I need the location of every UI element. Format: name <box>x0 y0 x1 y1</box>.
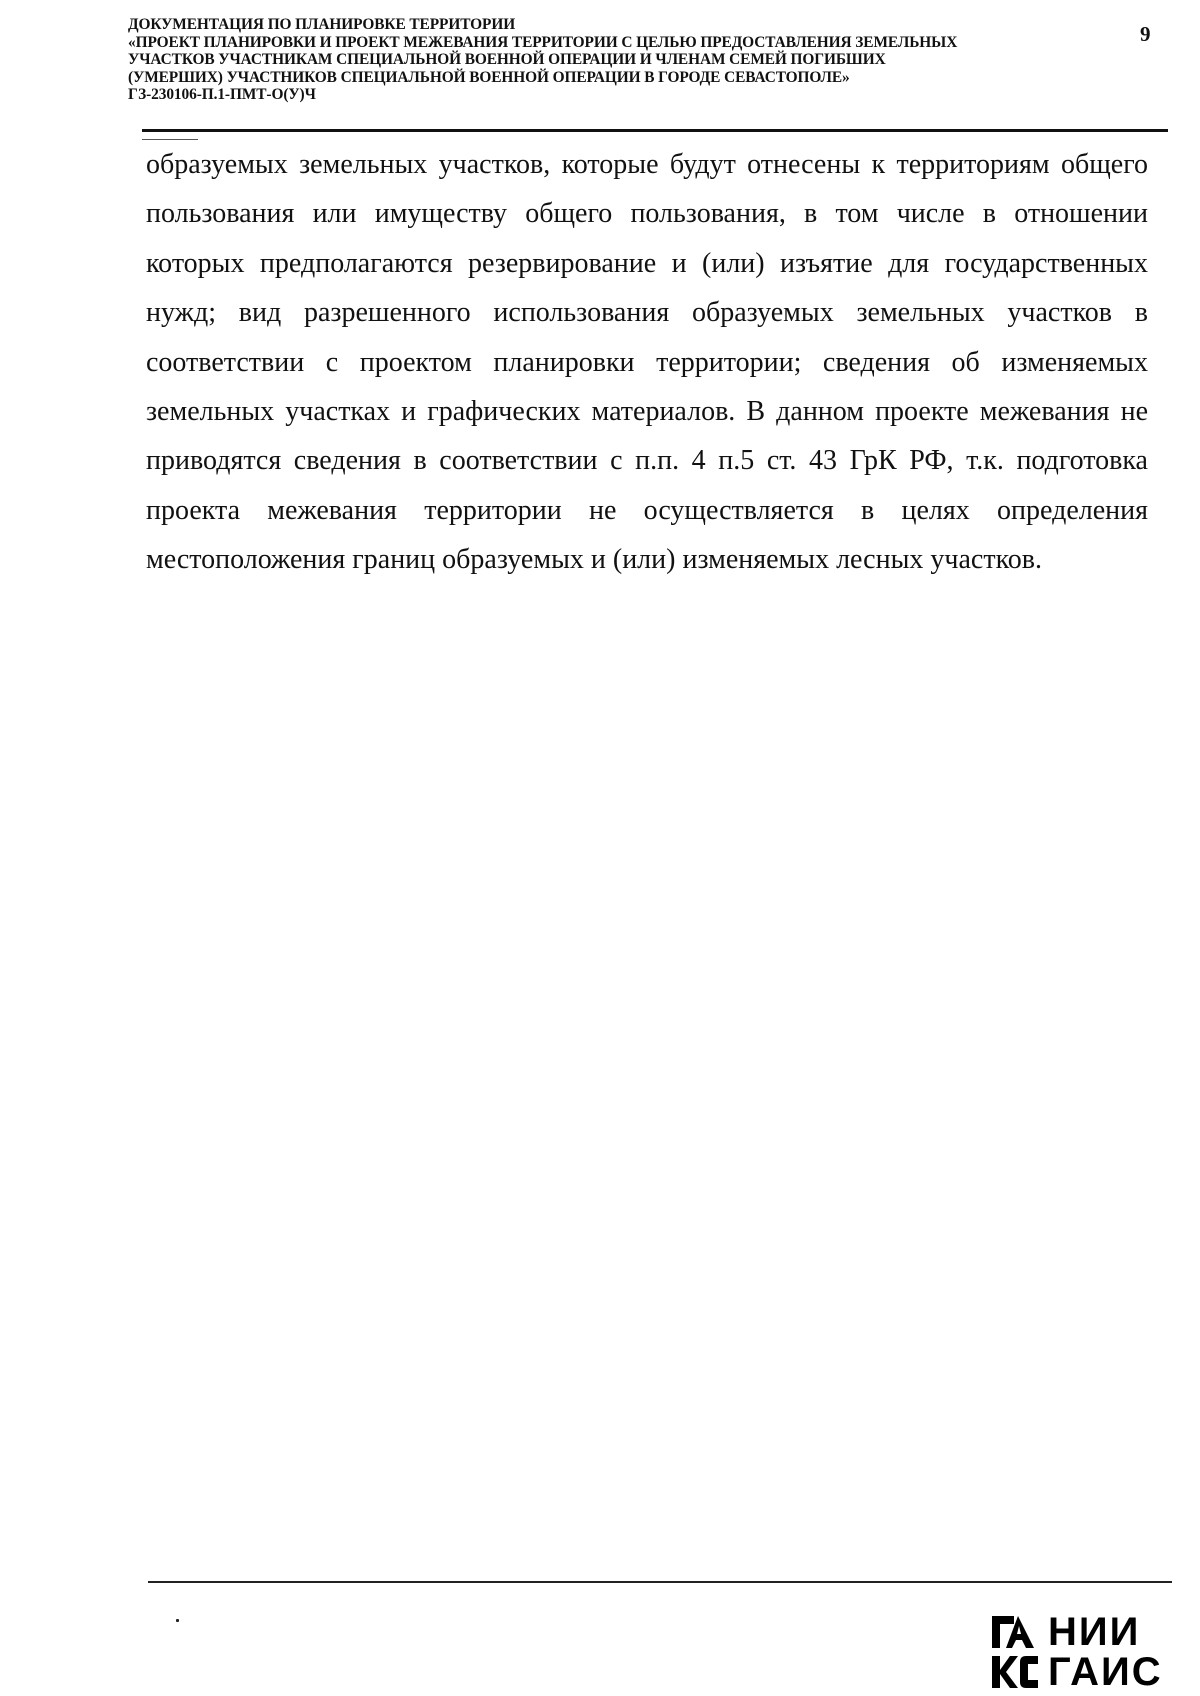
logo-wordmark-line-1: НИИ <box>1048 1610 1141 1654</box>
document-header <box>128 16 1068 104</box>
footer-divider <box>148 1581 1172 1583</box>
header-title-line-1: ДОКУМЕНТАЦИЯ ПО ПЛАНИРОВКЕ ТЕРРИТОРИИ <box>128 16 516 33</box>
header-title-line-4: (УМЕРШИХ) УЧАСТНИКОВ СПЕЦИАЛЬНОЙ ВОЕННОЙ ОПЕРАЦИИ В ГОРОДЕ СЕВАСТОПОЛЕ» <box>128 68 850 86</box>
header-title-line-2: «ПРОЕКТ ПЛАНИРОВКИ И ПРОЕКТ МЕЖЕВАНИЯ ТЕРРИТОРИИ С ЦЕЛЬЮ ПРЕДОСТАВЛЕНИЯ ЗЕМЕЛЬНЫХ <box>128 33 958 51</box>
paragraph-line: приводятся сведения в соответствии с п.п. 4 п.5 ст. 43 ГрК РФ, т.к. подготовка <box>146 445 1148 477</box>
document-code: ГЗ-230106-П.1-ПМТ-О(У)Ч <box>128 86 316 104</box>
page-number: 9 <box>1140 22 1151 46</box>
gais-logo-mark-icon <box>990 1612 1040 1690</box>
logo-wordmark <box>1048 1612 1163 1692</box>
paragraph-line: проекта межевания территории не осуществляется в целях определения <box>146 494 1148 526</box>
paragraph-line: земельных участках и графических материалов. В данном проекте межевания не <box>146 396 1148 428</box>
header-title-line-3: УЧАСТКОВ УЧАСТНИКАМ СПЕЦИАЛЬНОЙ ВОЕННОЙ ОПЕРАЦИИ И ЧЛЕНАМ СЕМЕЙ ПОГИБШИХ <box>128 51 886 69</box>
header-divider <box>142 129 1168 132</box>
footer-mark <box>176 1619 179 1622</box>
paragraph-line: пользования или имуществу общего пользования, в том числе в отношении <box>146 198 1148 230</box>
paragraph-line: образуемых земельных участков, которые будут отнесены к территориям общего <box>146 149 1148 180</box>
logo-wordmark-line-2: ГАИС <box>1048 1650 1163 1694</box>
company-logo <box>990 1610 1172 1694</box>
body-paragraph <box>146 140 1148 585</box>
paragraph-line: соответствии с проектом планировки территории; сведения об изменяемых <box>146 346 1148 378</box>
paragraph-line: нужд; вид разрешенного использования образуемых земельных участков в <box>146 297 1148 329</box>
paragraph-line: местоположения границ образуемых и (или) изменяемых лесных участков. <box>146 544 1042 576</box>
paragraph-line: которых предполагаются резервирование и (или) изъятие для государственных <box>146 247 1148 279</box>
